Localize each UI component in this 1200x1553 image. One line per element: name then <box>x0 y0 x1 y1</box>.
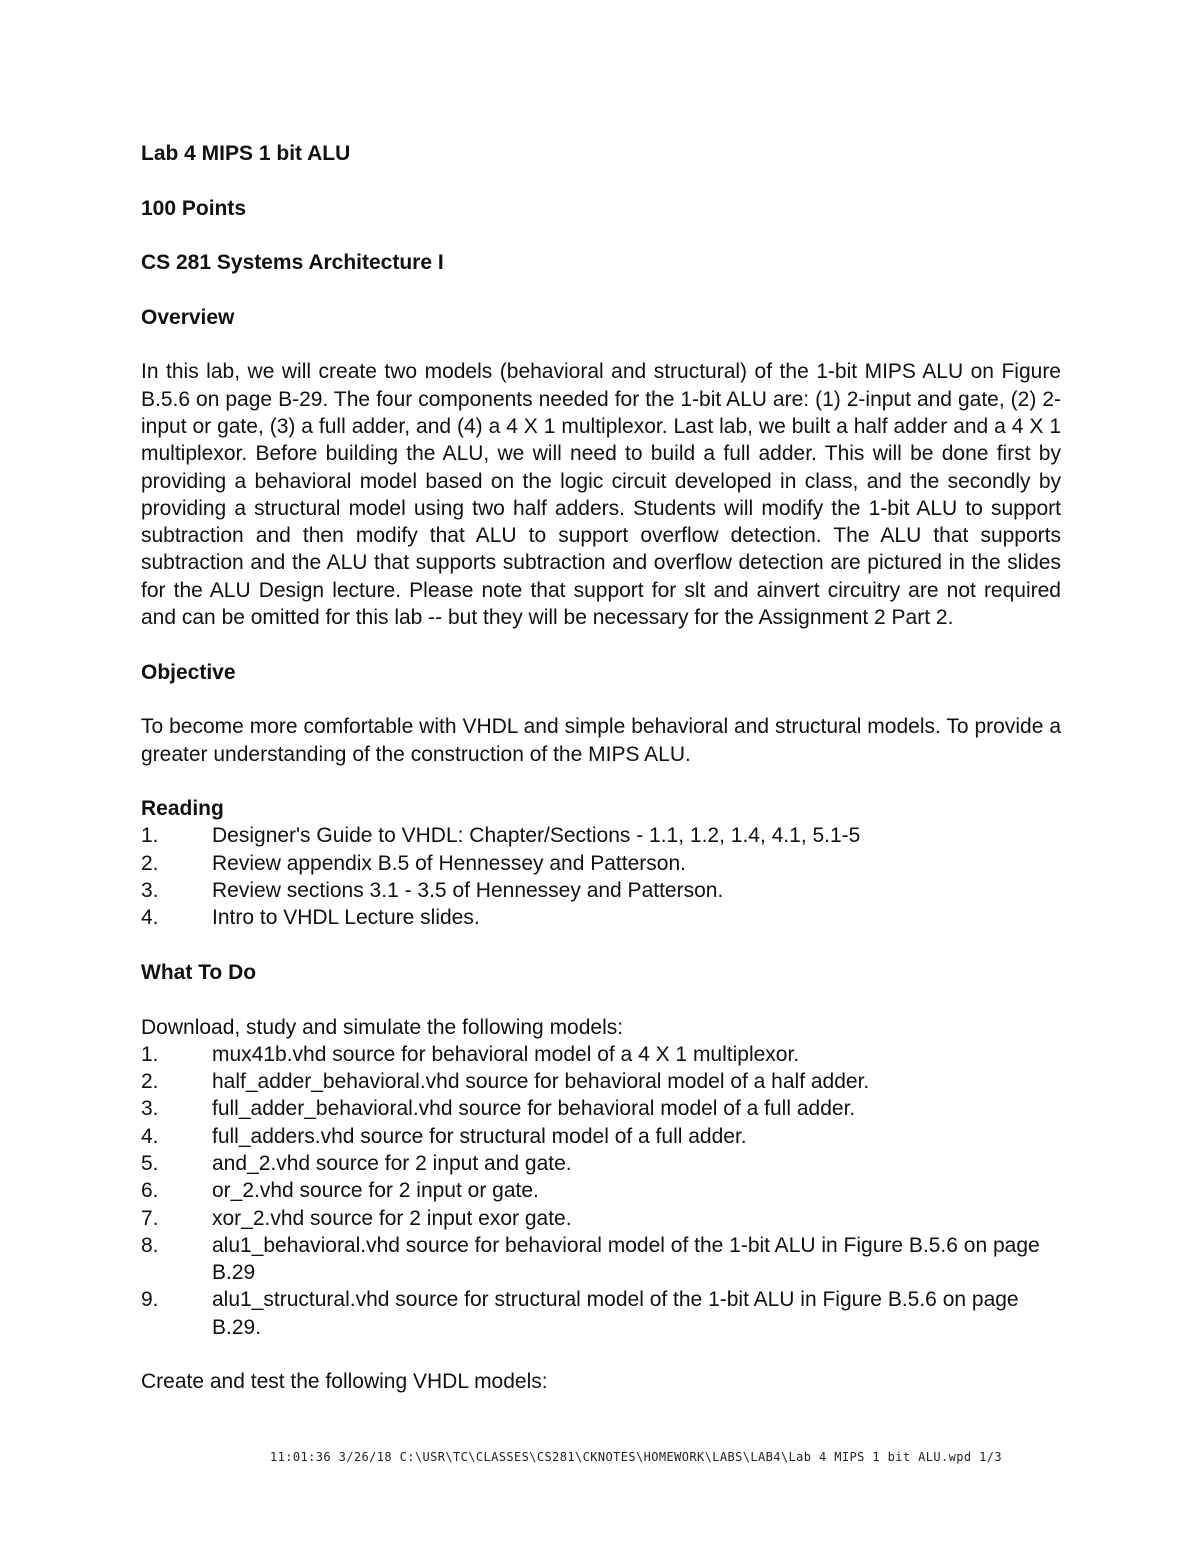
what-to-do-heading: What To Do <box>141 960 257 984</box>
reading-list <box>141 822 1061 931</box>
list-item: 4. full_adders.vhd source for structural model of a full adder. <box>141 1124 747 1148</box>
objective-heading: Objective <box>141 660 236 684</box>
objective-paragraph: To become more comfortable with VHDL and simple behavioral and structural models. To provide a greater understanding of the construction of the MIPS ALU. <box>141 715 1061 766</box>
what-to-do-intro: Download, study and simulate the following models: <box>141 1015 624 1039</box>
list-item: 3. full_adder_behavioral.vhd source for behavioral model of a full adder. <box>141 1097 856 1121</box>
points-label: 100 Points <box>141 196 247 220</box>
overview-paragraph: In this lab, we will create two models (behavioral and structural) of the 1-bit MIPS ALU on Figure B.5.6 on page B-29. The four components needed for the 1-bit ALU are: (1) 2-input and gate, (2) 2-input or gate, (3) a full adder, and (4) a 4 X 1 multiplexor. Last lab, we built a half adder and a 4 X 1 multiplexor. Before building the ALU, we will need to build a full adder. This will be done first by providing a behavioral model based on the logic circuit developed in class, and the secondly by providing a structural model using two half adders. Students will modify the 1-bit ALU to support subtraction and then modify that ALU to support overflow detection. The ALU that supports subtraction and the ALU that supports subtraction and overflow detection are pictured in the slides for the ALU Design lecture. Please note that support for slt and ainvert circuitry are not required and can be omitted for this lab -- but they will be necessary for the Assignment 2 Part 2. <box>141 360 1061 630</box>
list-item: 4. Intro to VHDL Lecture slides. <box>141 906 480 930</box>
document-body <box>141 140 1061 1396</box>
list-item: 1. mux41b.vhd source for behavioral model of a 4 X 1 multiplexor. <box>141 1042 800 1066</box>
create-models-text: Create and test the following VHDL models: <box>141 1370 548 1394</box>
list-item: 3. Review sections 3.1 - 3.5 of Hennessey and Patterson. <box>141 879 724 903</box>
models-list <box>141 1041 1061 1341</box>
document-title: Lab 4 MIPS 1 bit ALU <box>141 142 351 165</box>
list-item: 7. xor_2.vhd source for 2 input exor gate. <box>141 1206 572 1230</box>
reading-heading: Reading <box>141 797 224 821</box>
page-footer: 11:01:36 3/26/18 C:\USR\TC\CLASSES\CS281\CKNOTES\HOMEWORK\LABS\LAB4\Lab 4 MIPS 1 bit ALU.wpd 1/3 <box>270 1450 1002 1464</box>
list-item: 5. and_2.vhd source for 2 input and gate. <box>141 1151 572 1175</box>
list-item: 6. or_2.vhd source for 2 input or gate. <box>141 1179 539 1203</box>
list-item: 1. Designer's Guide to VHDL: Chapter/Sections - 1.1, 1.2, 1.4, 4.1, 5.1-5 <box>141 824 861 848</box>
course-title: CS 281 Systems Architecture I <box>141 251 444 275</box>
list-item: 8. alu1_behavioral.vhd source for behavioral model of the 1-bit ALU in Figure B.5.6 on page B.29 <box>141 1233 1040 1285</box>
overview-heading: Overview <box>141 305 235 329</box>
list-item: 9. alu1_structural.vhd source for structural model of the 1-bit ALU in Figure B.5.6 on page B.29. <box>141 1288 1019 1339</box>
list-item: 2. half_adder_behavioral.vhd source for behavioral model of a half adder. <box>141 1070 870 1094</box>
list-item: 2. Review appendix B.5 of Hennessey and Patterson. <box>141 851 686 875</box>
